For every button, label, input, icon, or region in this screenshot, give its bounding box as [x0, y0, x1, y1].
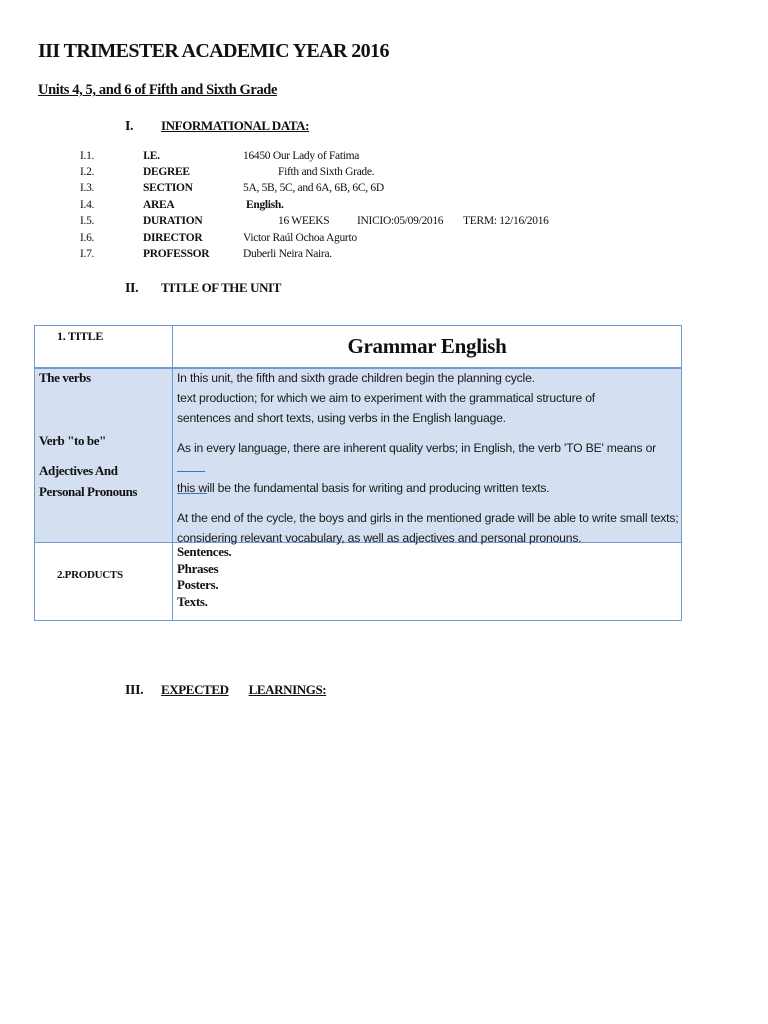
- description-line: text production; for which we aim to experiment with the grammatical structure of: [177, 391, 595, 405]
- unit-table: [34, 325, 682, 621]
- info-number: I.6.: [80, 232, 95, 244]
- unit-topics: [35, 368, 172, 542]
- info-key: SECTION: [143, 182, 193, 194]
- info-number: I.2.: [80, 166, 95, 178]
- info-row: [0, 248, 560, 264]
- description-line: [177, 478, 679, 498]
- section-heading-text: TITLE OF THE UNIT: [161, 280, 281, 295]
- document-subtitle: [38, 82, 357, 99]
- document-title: III TRIMESTER ACADEMIC YEAR 2016: [38, 40, 389, 62]
- description-text: ill be the fundamental basis for writing and producing written texts.: [206, 481, 550, 495]
- info-row: [0, 215, 560, 231]
- info-number: I.4.: [80, 199, 95, 211]
- info-value: 5A, 5B, 5C, and 6A, 6B, 6C, 6D: [243, 182, 384, 194]
- product-item: Phrases: [177, 560, 219, 576]
- description-line: sentences and short texts, using verbs in the English language.: [177, 411, 506, 425]
- info-value: Duberli Neira Naira.: [243, 248, 332, 260]
- description-line: At the end of the cycle, the boys and girls in the mentioned grade will be able to write small texts;: [177, 511, 679, 525]
- info-start-date: INICIO:05/09/2016: [357, 215, 444, 227]
- title-cell-label: 1. TITLE: [57, 329, 104, 343]
- section-title-of-unit-heading: [125, 280, 281, 297]
- section-numeral: III.: [125, 683, 144, 698]
- info-row: [0, 166, 560, 182]
- info-key: DIRECTOR: [143, 232, 203, 244]
- section-numeral: I.: [125, 119, 134, 134]
- info-row: [0, 182, 560, 198]
- info-key: DURATION: [143, 215, 203, 227]
- info-number: I.7.: [80, 248, 95, 260]
- informational-data-list: [0, 150, 768, 270]
- description-line: In this unit, the fifth and sixth grade children begin the planning cycle.: [177, 371, 535, 385]
- info-row: [0, 199, 560, 215]
- section-heading-text: EXPECTED: [161, 682, 229, 697]
- info-term-date: TERM: 12/16/2016: [463, 215, 549, 227]
- info-value: Fifth and Sixth Grade.: [278, 166, 375, 178]
- topic-item: Verb "to be": [39, 433, 106, 448]
- section-informational-data-heading: [125, 118, 309, 135]
- description-line: [177, 438, 679, 478]
- product-item: Posters.: [177, 577, 219, 592]
- section-heading-text: INFORMATIONAL DATA:: [161, 118, 310, 133]
- product-item: Texts.: [177, 593, 208, 609]
- column-divider: [172, 326, 173, 620]
- products-list: [177, 544, 677, 620]
- section-heading-text: LEARNINGS:: [248, 682, 327, 697]
- info-key: I.E.: [143, 150, 160, 162]
- info-key: DEGREE: [143, 166, 190, 178]
- unit-title: Grammar English: [347, 334, 507, 358]
- topic-item: The verbs: [39, 370, 91, 385]
- products-label: 2.PRODUCTS: [57, 569, 123, 581]
- description-text: As in every language, there are inherent quality verbs; in English, the verb 'TO BE' means or: [177, 441, 657, 455]
- section-expected-learnings-heading: [125, 682, 348, 699]
- info-number: I.1.: [80, 150, 95, 162]
- topic-item: Adjectives And: [39, 463, 118, 478]
- info-row: [0, 232, 560, 248]
- info-value: English.: [246, 199, 284, 211]
- info-value: 16450 Our Lady of Fatima: [243, 150, 360, 162]
- blank-underline: [177, 471, 205, 472]
- info-key: AREA: [143, 199, 175, 211]
- description-line: considering relevant vocabulary, as well as adjectives and personal pronouns.: [177, 531, 582, 545]
- product-item: Sentences.: [177, 544, 232, 559]
- topic-item: Personal Pronouns: [39, 484, 138, 499]
- description-underlined-text: this w: [177, 481, 207, 495]
- info-value: Victor Raúl Ochoa Agurto: [243, 232, 357, 244]
- info-number: I.5.: [80, 215, 95, 227]
- info-number: I.3.: [80, 182, 95, 194]
- subtitle-text: Units 4, 5, and 6 of Fifth and Sixth Grade: [38, 82, 278, 98]
- info-key: PROFESSOR: [143, 248, 210, 260]
- info-value: 16 WEEKS: [278, 215, 330, 227]
- info-row: [0, 150, 560, 166]
- section-numeral: II.: [125, 281, 139, 296]
- unit-description: [177, 368, 679, 545]
